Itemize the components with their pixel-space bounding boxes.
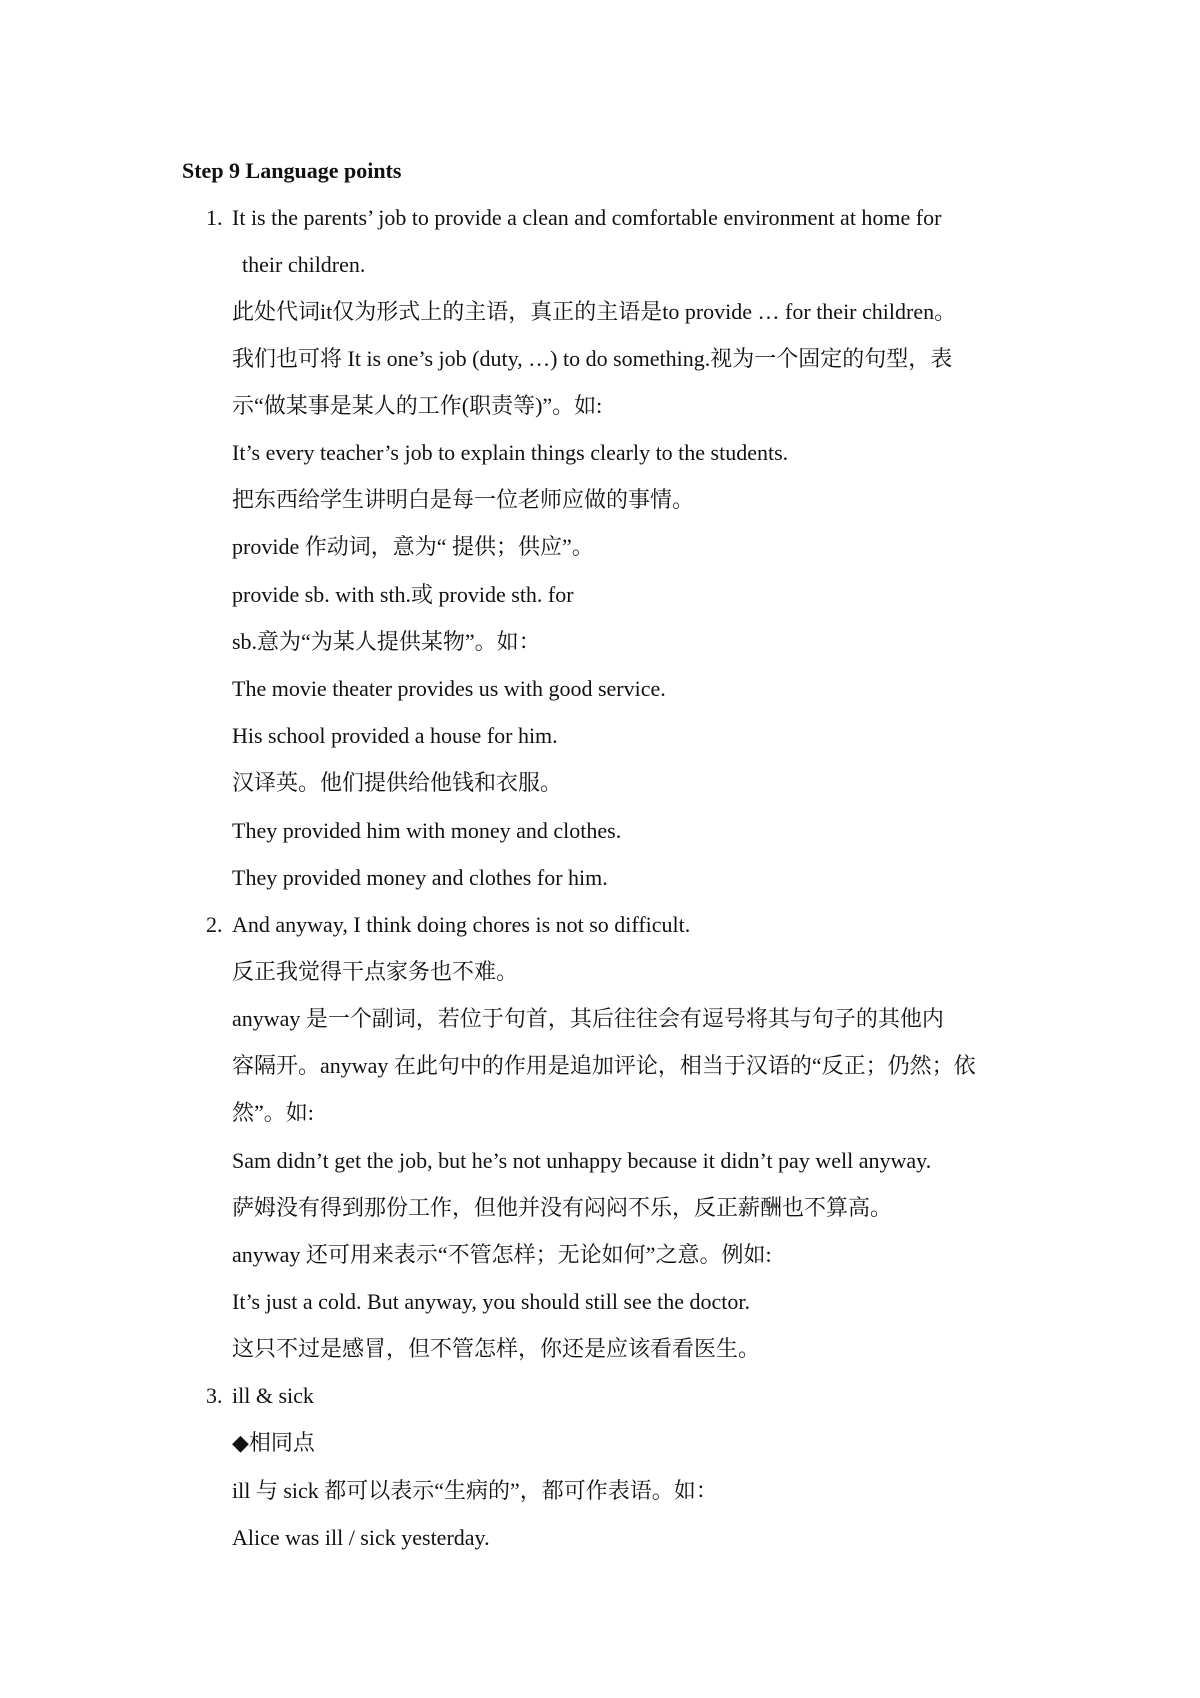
point-1-sentence: It is the parents’ job to provide a clean and comfortable environment at home for bbox=[232, 205, 942, 230]
point-3-number: 3. bbox=[206, 1383, 223, 1408]
point-2-translation: 反正我觉得干点家务也不难。 bbox=[232, 959, 519, 984]
explanation-line: 示“做某事是某人的工作(职责等)”。如: bbox=[232, 393, 603, 418]
example-sentence: Alice was ill / sick yesterday. bbox=[232, 1525, 490, 1550]
section-title: Step 9 Language points bbox=[182, 158, 402, 183]
explanation-line: anyway 还可用来表示“不管怎样；无论如何”之意。例如: bbox=[232, 1242, 772, 1267]
similarity-heading: ◆相同点 bbox=[232, 1430, 315, 1455]
explanation-line: anyway 是一个副词，若位于句首，其后往往会有逗号将其与句子的其他内 bbox=[232, 1006, 944, 1031]
example-sentence: It’s every teacher’s job to explain things clearly to the students. bbox=[232, 440, 789, 465]
example-translation: 萨姆没有得到那份工作，但他并没有闷闷不乐，反正薪酬也不算高。 bbox=[232, 1195, 893, 1220]
example-sentence: The movie theater provides us with good service. bbox=[232, 676, 666, 701]
exercise-prompt: 汉译英。他们提供给他钱和衣服。 bbox=[232, 770, 563, 795]
exercise-answer: They provided him with money and clothes. bbox=[232, 818, 622, 843]
explanation-line: 容隔开。anyway 在此句中的作用是追加评论，相当于汉语的“反正；仍然；依 bbox=[232, 1053, 976, 1078]
explanation-line: 然”。如: bbox=[232, 1100, 314, 1125]
example-sentence: Sam didn’t get the job, but he’s not unhappy because it didn’t pay well anyway. bbox=[232, 1148, 932, 1173]
point-2-sentence: And anyway, I think doing chores is not so difficult. bbox=[232, 912, 691, 937]
example-translation: 把东西给学生讲明白是每一位老师应做的事情。 bbox=[232, 487, 695, 512]
point-1-number: 1. bbox=[206, 205, 223, 230]
point-1-sentence-cont: their children. bbox=[242, 252, 366, 277]
point-2-number: 2. bbox=[206, 912, 223, 937]
point-3-heading: ill & sick bbox=[232, 1383, 314, 1408]
exercise-answer: They provided money and clothes for him. bbox=[232, 865, 608, 890]
explanation-line: provide sb. with sth.或 provide sth. for bbox=[232, 582, 574, 607]
example-sentence: It’s just a cold. But anyway, you should still see the doctor. bbox=[232, 1289, 750, 1314]
explanation-line: ill 与 sick 都可以表示“生病的”，都可作表语。如： bbox=[232, 1478, 718, 1503]
example-translation: 这只不过是感冒，但不管怎样，你还是应该看看医生。 bbox=[232, 1336, 761, 1361]
example-sentence: His school provided a house for him. bbox=[232, 723, 558, 748]
explanation-line: 此处代词it仅为形式上的主语，真正的主语是to provide … for their children。 bbox=[232, 299, 957, 324]
explanation-line: sb.意为“为某人提供某物”。如： bbox=[232, 629, 541, 654]
explanation-line: 我们也可将 It is one’s job (duty, …) to do something.视为一个固定的句型，表 bbox=[232, 346, 953, 371]
explanation-line: provide 作动词，意为“ 提供；供应”。 bbox=[232, 534, 594, 559]
